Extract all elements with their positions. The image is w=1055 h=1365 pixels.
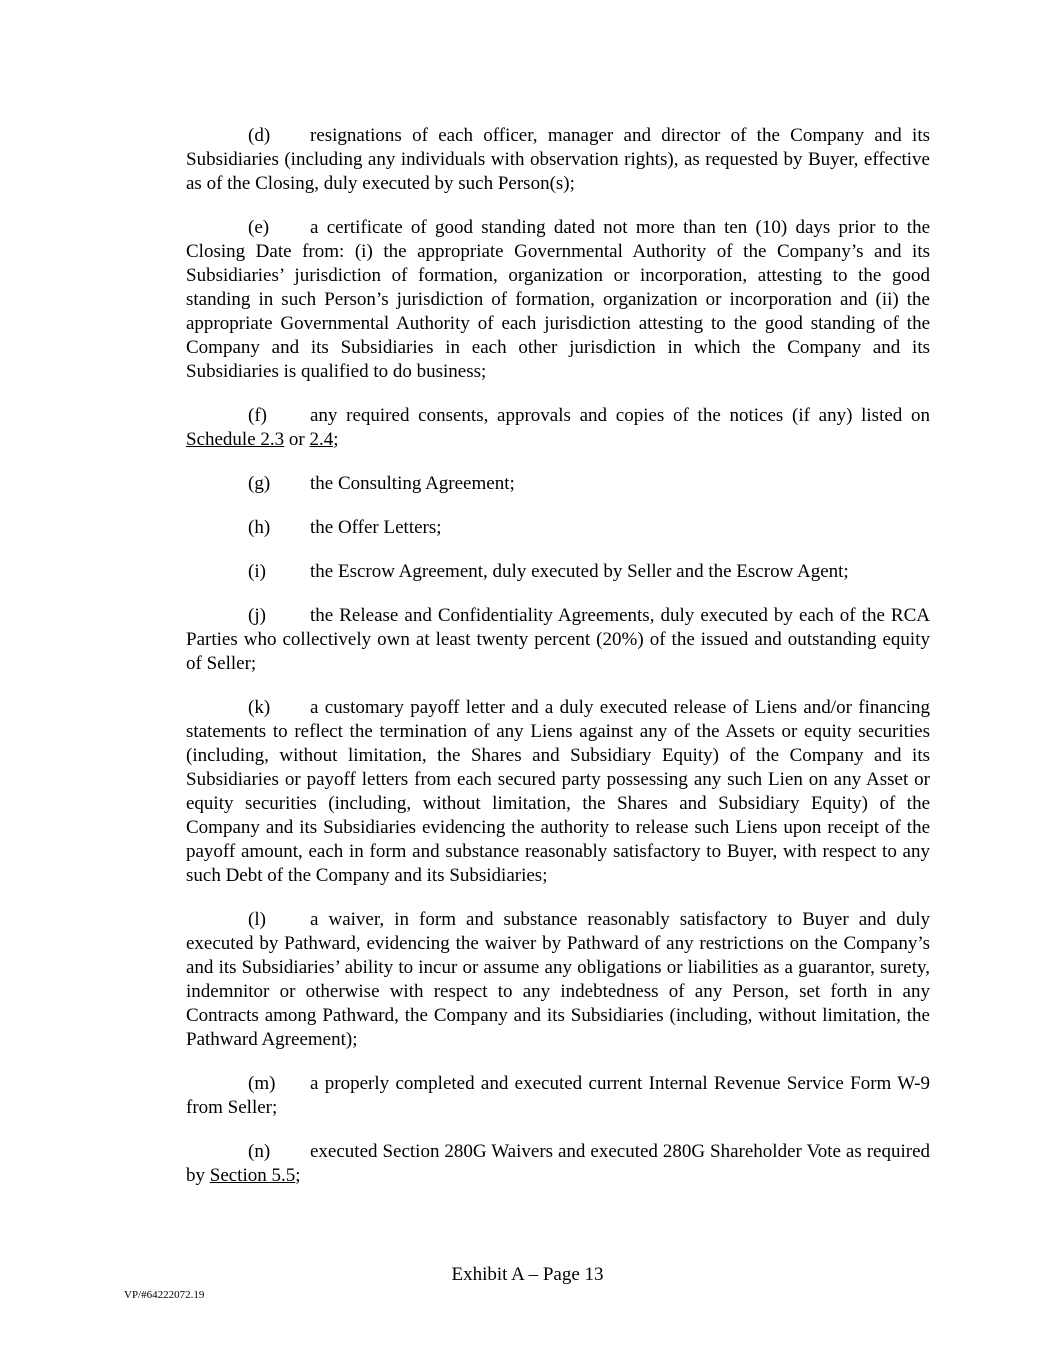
- clause-d: [186, 124, 930, 196]
- clause-f: [186, 404, 930, 452]
- clause-text: a properly completed and executed current Internal Revenue Service Form W-9 from Seller;: [186, 1073, 930, 1118]
- schedule-2-4-link[interactable]: 2.4: [309, 429, 334, 450]
- clause-label: (h): [248, 517, 271, 538]
- schedule-2-3-link[interactable]: Schedule 2.3: [186, 429, 285, 450]
- clause-text: any required consents, approvals and copies of the notices (if any) listed on: [310, 405, 930, 426]
- clause-label: (k): [248, 697, 271, 718]
- clause-text: resignations of each officer, manager and director of the Company and its Subsidiaries (including any individuals with observation rights), as requested by Buyer, effective as of the Closing, duly executed by such Person(s);: [186, 125, 930, 194]
- document-id: VP/#64222072.19: [124, 1289, 205, 1301]
- clause-g: [186, 472, 930, 496]
- clause-label: (g): [248, 473, 271, 494]
- clause-text: the Escrow Agreement, duly executed by Seller and the Escrow Agent;: [310, 561, 849, 582]
- clause-label: (i): [248, 561, 266, 582]
- clause-label: (f): [248, 405, 267, 426]
- clause-e: [186, 216, 930, 384]
- clause-i: [186, 560, 930, 584]
- clause-label: (m): [248, 1073, 276, 1094]
- clause-text-end: ;: [295, 1165, 301, 1186]
- clause-k: [186, 696, 930, 888]
- clause-label: (n): [248, 1141, 271, 1162]
- clause-m: [186, 1072, 930, 1120]
- clause-text: a customary payoff letter and a duly executed release of Liens and/or financing statements to reflect the termination of any Liens against any of the Assets or equity securities (including, without limitation, the Shares and Subsidiary Equity) of the Company and its Subsidiaries or payoff letters from each secured party possessing any such Lien on any Asset or equity securities (including, without limitation, the Shares and Subsidiary Equity) of the Company and its Subsidiaries evidencing the authority to release such Liens upon receipt of the payoff amount, each in form and substance reasonably satisfactory to Buyer, with respect to any such Debt of the Company and its Subsidiaries;: [186, 697, 930, 886]
- clause-h: [186, 516, 930, 540]
- clause-text: executed Section 280G Waivers and executed 280G Shareholder Vote as required by: [186, 1141, 930, 1186]
- page-footer: Exhibit A – Page 13: [451, 1264, 604, 1285]
- clause-l: [186, 908, 930, 1052]
- clause-j: [186, 604, 930, 676]
- clause-text: a waiver, in form and substance reasonably satisfactory to Buyer and duly executed by Pathward, evidencing the waiver by Pathward of any restrictions on the Company’s and its Subsidiaries’ ability to incur or assume any obligations or liabilities as a guarantor, surety, indemnitor or otherwise with respect to any indebtedness of any Person, set forth in any Contracts among Pathward, the Company and its Subsidiaries (including, without limitation, the Pathward Agreement);: [186, 909, 930, 1050]
- clause-label: (d): [248, 125, 271, 146]
- clause-label: (l): [248, 909, 266, 930]
- clause-label: (j): [248, 605, 266, 626]
- clause-text-end: ;: [333, 429, 339, 450]
- clause-label: (e): [248, 217, 270, 238]
- clause-text: a certificate of good standing dated not more than ten (10) days prior to the Closing Date from: (i) the appropriate Governmental Authority of the Company’s and its Subsidiaries’ jurisdiction of formation, organization or incorporation, attesting to the good standing in such Person’s jurisdiction of formation, organization or incorporation and (ii) the appropriate Governmental Authority of each jurisdiction attesting to the good standing of the Company and its Subsidiaries in each other jurisdiction in which the Company and its Subsidiaries is qualified to do business;: [186, 217, 930, 382]
- section-5-5-link[interactable]: Section 5.5: [209, 1165, 296, 1186]
- clause-text-connector: or: [284, 429, 310, 450]
- clause-text: the Offer Letters;: [310, 517, 442, 538]
- clause-n: [186, 1140, 930, 1188]
- document-body: [186, 124, 930, 1208]
- clause-text: the Consulting Agreement;: [310, 473, 515, 494]
- clause-text: the Release and Confidentiality Agreements, duly executed by each of the RCA Parties who collectively own at least twenty percent (20%) of the issued and outstanding equity of Seller;: [186, 605, 930, 674]
